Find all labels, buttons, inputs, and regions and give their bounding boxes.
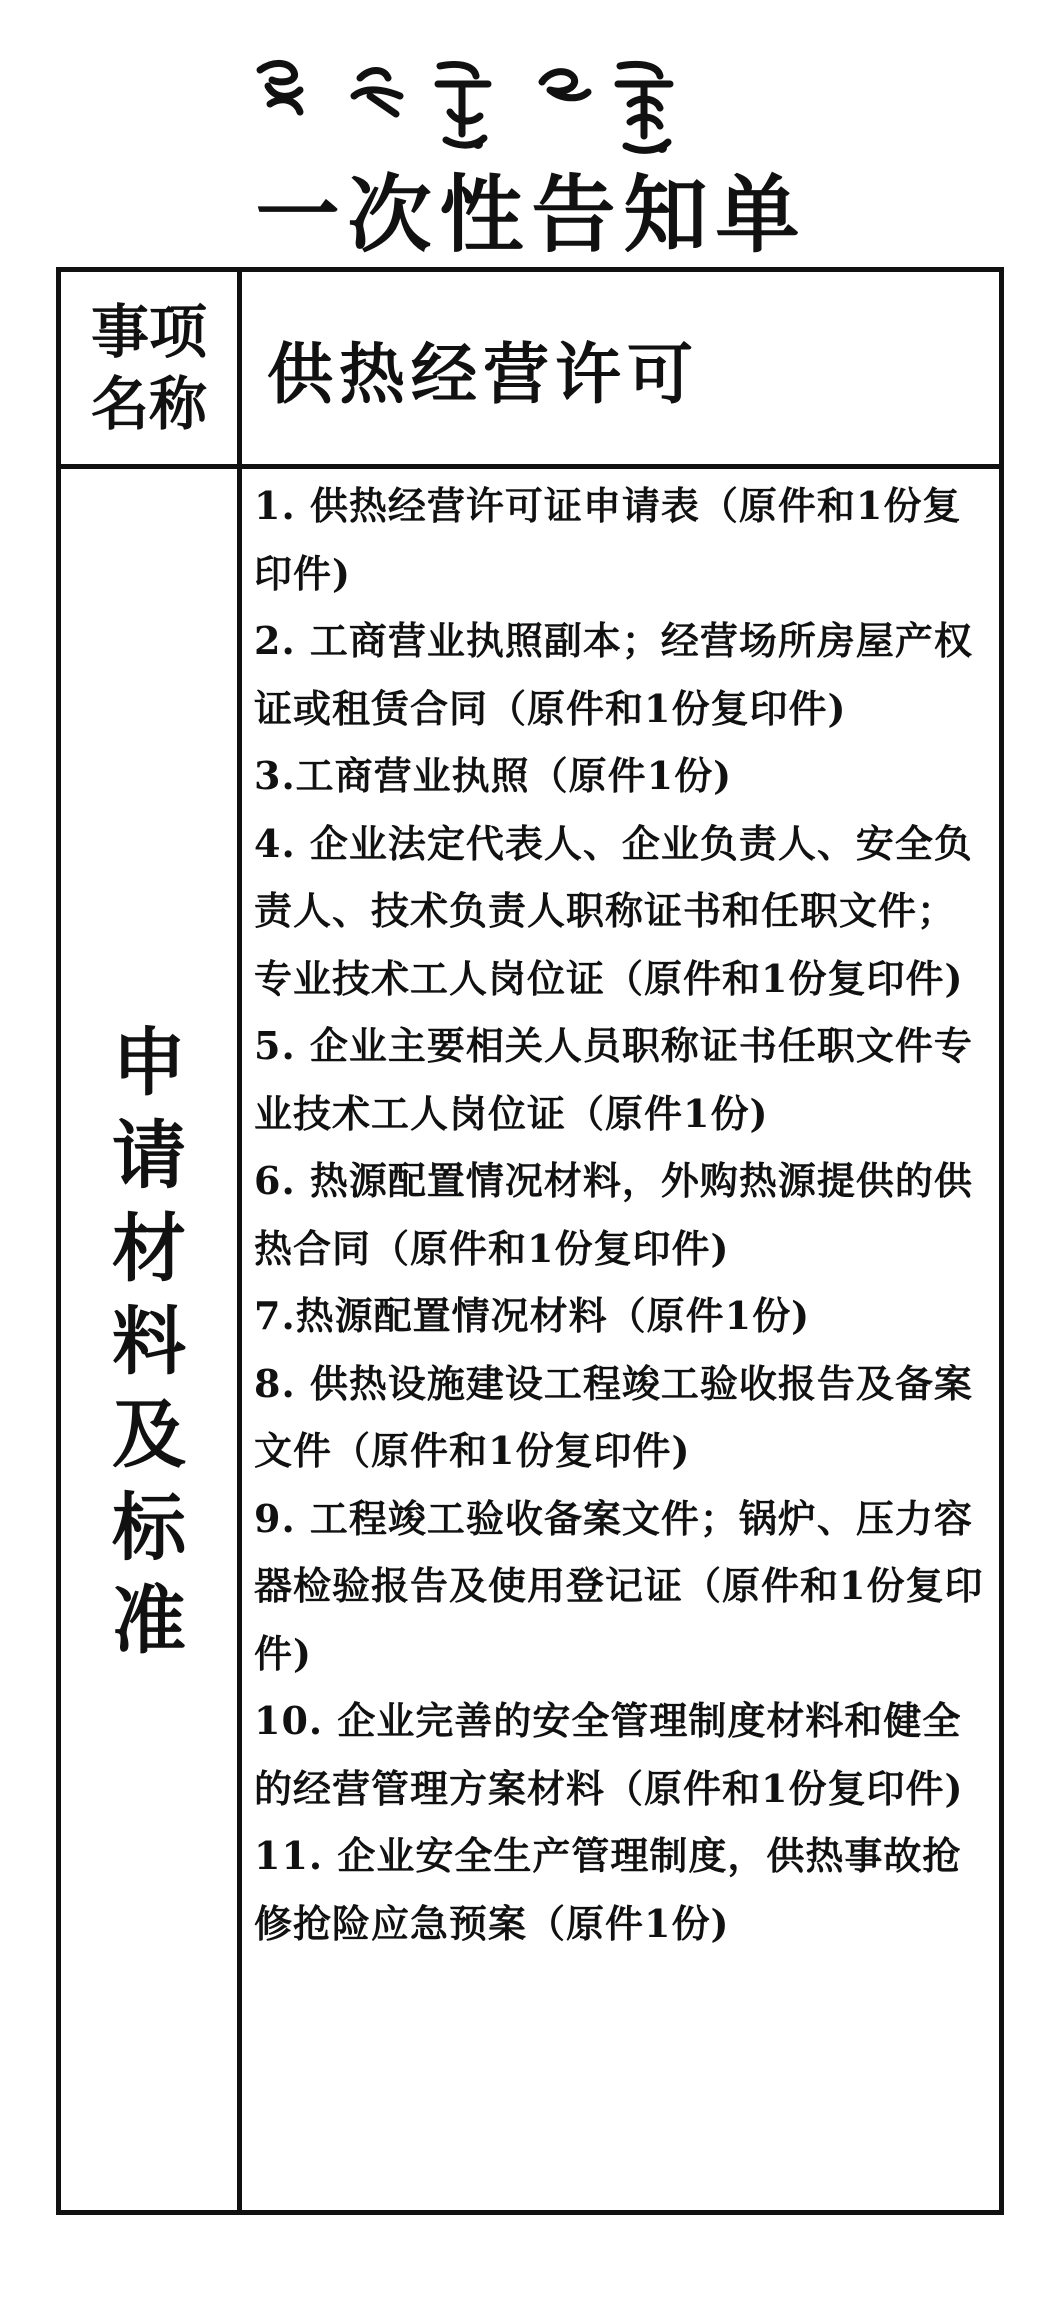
material-item: 3.工商营业执照（原件1份)	[254, 753, 733, 798]
material-item: 6. 热源配置情况材料，外购热源提供的供热合同（原件和1份复印件)	[254, 1158, 973, 1271]
item-name-label-line1: 事项	[90, 298, 207, 366]
material-item: 10. 企业完善的安全管理制度材料和健全的经营管理方案材料（原件和1份复印件)	[254, 1698, 964, 1811]
materials-label-char: 请	[112, 1112, 186, 1199]
material-item: 1. 供热经营许可证申请表（原件和1份复印件)	[254, 483, 962, 596]
materials-label-char: 料	[112, 1298, 186, 1385]
material-item: 7.热源配置情况材料（原件1份)	[254, 1293, 811, 1338]
materials-label-char: 申	[112, 1019, 186, 1106]
material-item: 11. 企业安全生产管理制度，供热事故抢修抢险应急预案（原件1份)	[254, 1833, 962, 1946]
item-name-value: 供热经营许可	[267, 334, 699, 413]
materials-label-char: 准	[112, 1577, 186, 1664]
materials-label-char: 及	[112, 1391, 186, 1478]
item-name-label	[61, 272, 237, 464]
materials-label-char: 材	[112, 1205, 186, 1292]
mongolian-script-title	[250, 56, 770, 156]
material-item: 4. 企业法定代表人、企业负责人、安全负责人、技术负责人职称证书和任职文件；专业技术工人岗位证（原件和1份复印件)	[254, 820, 973, 1001]
material-item: 2. 工商营业执照副本；经营场所房屋产权证或租赁合同（原件和1份复印件)	[254, 618, 973, 731]
materials-label-char: 标	[112, 1484, 186, 1571]
page-title: 一次性告知单	[255, 165, 808, 264]
material-item: 9. 工程竣工验收备案文件；锅炉、压力容器检验报告及使用登记证（原件和1份复印件)	[254, 1495, 984, 1676]
item-name-label-line2: 名称	[90, 370, 207, 438]
material-item: 8. 供热设施建设工程竣工验收报告及备案文件（原件和1份复印件)	[254, 1360, 973, 1473]
material-item: 5. 企业主要相关人员职称证书任职文件专业技术工人岗位证（原件1份)	[254, 1023, 973, 1136]
materials-list	[254, 472, 989, 1957]
column-divider	[237, 272, 242, 2210]
materials-label	[61, 469, 237, 2215]
